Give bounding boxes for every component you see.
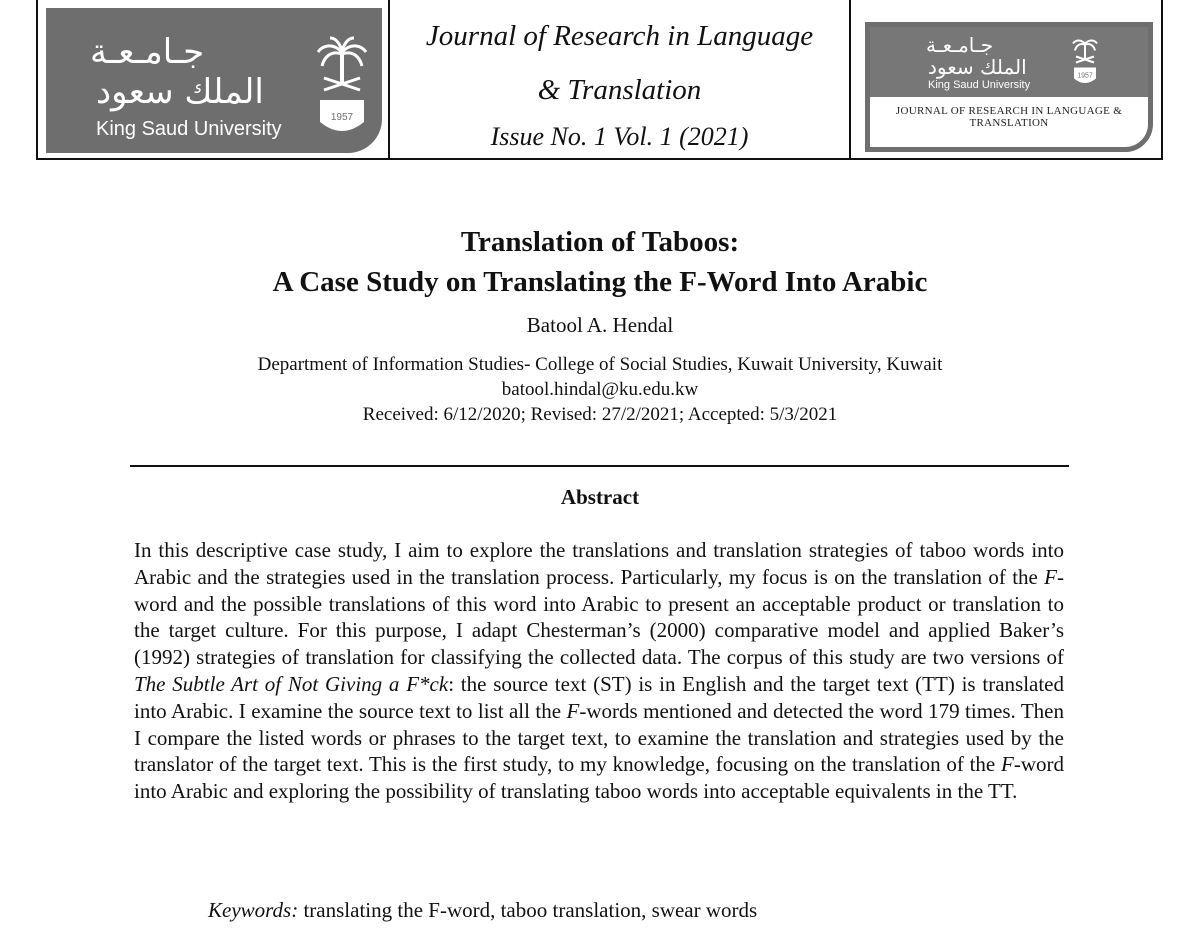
article-title-line2: A Case Study on Translating the F-Word Into Arabic <box>272 266 928 298</box>
journal-name-line1: Journal of Research in Language <box>425 20 814 52</box>
caption-line2: TRANSLATION <box>969 117 1049 129</box>
journal-header <box>36 0 1163 160</box>
abstract-part1: In this descriptive case study, I aim to explore the translations and translation strategies of taboo words into Arabic and the strategies used in the translation process. Particularly, my focus is on the translation of the <box>134 538 1064 589</box>
abstract-f-emphasis: F <box>1001 752 1014 777</box>
logo-english-name: King Saud University <box>96 118 282 140</box>
keywords-line <box>208 898 757 923</box>
author-name: Batool A. Hendal <box>526 313 674 337</box>
ksu-logo-right <box>865 22 1153 152</box>
emblem-year: 1957 <box>330 112 354 123</box>
header-left-cell <box>38 0 390 158</box>
abstract-f-emphasis: F <box>566 698 580 723</box>
abstract-heading: Abstract <box>560 485 640 509</box>
logo-arabic-line2: الملك سعود <box>96 72 264 112</box>
abstract-book-title: The Subtle Art of Not Giving a F*ck <box>134 671 449 696</box>
submission-dates: Received: 6/12/2020; Revised: 27/2/2021; Accepted: 5/3/2021 <box>362 404 838 425</box>
abstract-part3: : the source text (ST) is in English and the target text (TT) is translated into Arabic. I examine the source text to list all the <box>134 671 1065 723</box>
author-details <box>0 352 1200 427</box>
logo-right-banner <box>870 27 1148 97</box>
logo-right-english-name: King Saud University <box>928 79 1031 91</box>
abstract-part2: -word and the possible translations of this word into Arabic to present an acceptable product or translation to the target culture. For this purpose, I adapt Chesterman’s (2000) comparative model and applied Baker’s (1992) strategies of translation for classifying the collected data. The corpus of this study are two versions of <box>134 564 1064 670</box>
caption-line1: JOURNAL OF RESEARCH IN LANGUAGE & <box>895 105 1123 117</box>
author-email[interactable]: batool.hindal@ku.edu.kw <box>501 379 699 400</box>
logo-right-journal-caption <box>870 105 1148 129</box>
journal-name-line2: & Translation <box>537 74 702 106</box>
abstract-f-emphasis: F <box>1044 564 1057 589</box>
logo-arabic-line1: جـامـعـة <box>90 32 205 72</box>
divider-rule <box>130 465 1069 467</box>
palm-swords-emblem-small-icon <box>1072 33 1098 91</box>
ksu-logo-left <box>46 8 382 153</box>
logo-right-arabic-line2: الملك سعود <box>928 55 1027 79</box>
keywords-label: Keywords: <box>208 898 299 922</box>
keywords-list: translating the F-word, taboo translation, swear words <box>298 898 758 922</box>
affiliation: Department of Information Studies- College of Social Studies, Kuwait University, Kuwait <box>257 354 943 375</box>
abstract-part4: -words mentioned and detected the word 179 times. Then I compare the listed words or phrases to the target text, to examine the translation and strategies used by the translator of the target text. This is the first study, to my knowledge, focusing on the translation of the <box>134 698 1064 777</box>
header-right-cell <box>851 0 1161 158</box>
journal-issue: Issue No. 1 Vol. 1 (2021) <box>490 122 749 151</box>
abstract-part5: -word into Arabic and exploring the possibility of translating taboo words into acceptable equivalents in the TT. <box>134 752 1064 804</box>
article-title-line1: Translation of Taboos: <box>460 226 740 258</box>
abstract-text <box>134 537 1064 805</box>
emblem-small-year: 1957 <box>1077 72 1093 80</box>
palm-swords-emblem-icon <box>316 36 368 142</box>
header-journal-cell <box>390 0 851 158</box>
logo-right-arabic-line1: جـامـعـة <box>926 33 994 57</box>
